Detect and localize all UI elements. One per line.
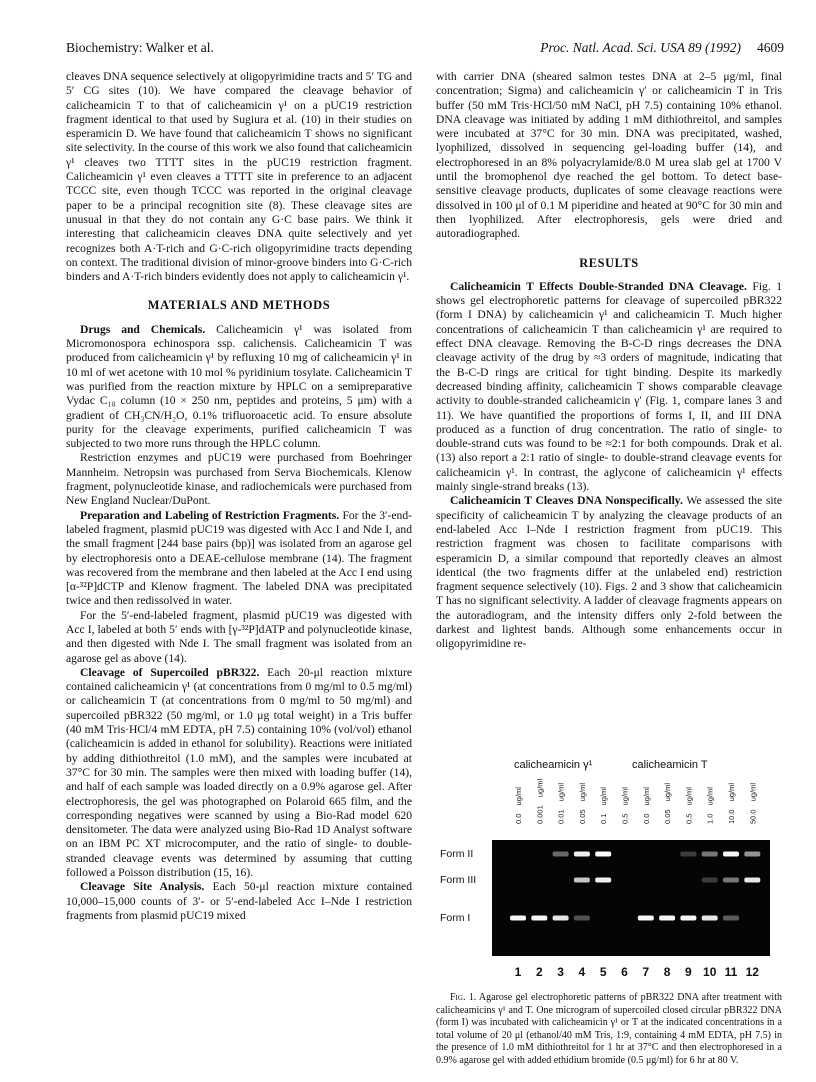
- lane-number: 5: [599, 965, 607, 979]
- gel-band-form-iii: [595, 878, 611, 883]
- lane-conc-label: [599, 787, 608, 824]
- lane-number: 12: [745, 965, 759, 979]
- lane-conc-value: 50.0: [748, 809, 758, 824]
- figure-1: [436, 754, 782, 986]
- gel-band-form-i: [680, 916, 696, 921]
- gel-figure: [436, 754, 782, 986]
- lane-conc-value: 1.0: [705, 813, 715, 824]
- gel-band-form-ii: [574, 852, 590, 857]
- site-analysis-body: Each 50-μl reaction mixture contained 10,000–15,000 counts of 3′- or 5′-end-labeled Acc I–Nde I restriction fragments from plasmid pUC19 mixed: [66, 880, 412, 922]
- gel-band-form-iii: [723, 878, 739, 883]
- drugs-run-in-heading: Drugs and Chemicals.: [80, 322, 206, 336]
- double-strand-run-in-heading: Calicheamicin T Effects Double-Stranded DNA Cleavage.: [450, 279, 747, 293]
- right-column: [436, 70, 782, 652]
- page-number: 4609: [757, 40, 784, 55]
- lane-concentration-labels: [514, 778, 757, 824]
- lane-conc-value: 10.0: [727, 809, 736, 824]
- double-strand-body: Fig. 1 shows gel electrophoretic patterns for cleavage of supercoiled pBR322 (form I DNA) by calicheamicin γ¹ and calicheamicin T. Much higher concentrations of calicheamicin T than calicheamicin γ¹ are required to effect DNA cleavage. Removing the B-C-D rings decreases the DNA cleavage activity of the drug by ≈3 orders of magnitude, indicating that the B-C-D rings are critical for tight binding. Despite its markedly decreased binding affinity, calicheamicin T shows comparable cleavage activity to double-stranded calicheamicin γ′ (Fig. 1, compare lanes 3 and 11). We have quantified the proportions of forms I, II, and III DNA produced as a function of drug concentration. The ratio of single- to double-strand cuts was found to be ≈2:1 for both compounds. Drak et al. (13) also report a 2:1 ratio of single- to double-strand cleavage events for calicheamicin γ¹. In contrast, the aglycone of calicheamicin γ¹ effects mainly single-strand breaks (13).: [436, 279, 782, 494]
- lane-conc-unit: ug/ml: [599, 787, 609, 808]
- caption-text: Agarose gel electrophoretic patterns of pBR322 DNA after treatment with calicheamicins γ¹ and T. One microgram of supercoiled closed circular pBR322 DNA (form I) was incubated with calicheamicin γ¹ or T at the indicated concentrations in a total volume of 20 μl (ethanol/40 mM Tris, 1:9, containing 4 mM EDTA, pH 7.5) in the presence of 1.0 mM dithiothreitol for 1 hr at 37°C and then electrophoresed in a 0.9% agarose gel with added ethidium bromide (0.5 μg/ml) for 6 hr at 80 V.: [436, 992, 782, 1066]
- lane-conc-label: [578, 783, 587, 824]
- lane-number: 11: [724, 965, 738, 979]
- gel-band-form-iii: [744, 878, 760, 883]
- lane-conc-value: 0.5: [620, 813, 630, 824]
- lane-conc-label: [706, 787, 715, 824]
- intro-paragraph: cleaves DNA sequence selectively at oligopyrimidine tracts and 5′ TG and 5′ CG sites (10). We have compared the cleavage behavior of calicheamicin T to that of calicheamicin γ¹ on a pUC19 restriction fragment identical to that used by Sugiura et al. (10) in their studies on esperamicin D. We have found that calicheamicin T shows no significant site selectivity. In the course of this work we also found that calicheamicin γ¹ cleaves two TTTT sites in the pUC19 restriction fragment. Calicheamicin γ¹ even cleaves a TTTT site in preference to an adjacent TCCC site, even though TCCC was reported in the original cleavage paper to be a principal recognition site (8). These cleavage sites are unusual in that they do not contain any G·C base pairs. We think it interesting that calicheamicin cleaves DNA quite selectively and yet recognizes both A·T-rich and G·C-rich oligopyrimidine tracts depending on context. The traditional division of minor-groove binders into G·C-rich binders and A·T-rich binders evidently does not apply to calicheamicin γ¹.: [66, 70, 412, 284]
- gel-band-form-i: [659, 916, 675, 921]
- gel-band-form-i: [702, 916, 718, 921]
- lane-conc-unit: ug/ml: [535, 778, 545, 800]
- site-analysis-run-in-heading: Cleavage Site Analysis.: [80, 880, 205, 894]
- lane-conc-unit: ug/ml: [727, 782, 736, 804]
- lane-conc-value: 0.5: [684, 813, 694, 824]
- left-column: [66, 70, 412, 923]
- gel-band-form-i: [531, 916, 547, 921]
- cleavage-run-in-heading: Cleavage of Supercoiled pBR322.: [80, 665, 260, 679]
- group-label-calicheamicin-t: calicheamicin T: [632, 759, 708, 771]
- drugs-paragraph: [66, 323, 412, 452]
- lane-number: 6: [621, 965, 628, 979]
- figure-1-caption: [436, 992, 782, 1068]
- enzymes-paragraph: Restriction enzymes and pUC19 were purchased from Boehringer Mannheim. Netropsin was purchased from Serva Biochemicals. Klenow fragment, polynucleotide kinase, and radiochemicals were purchased from New England Nuclear/DuPont.: [66, 451, 412, 508]
- band-label: Form II: [440, 848, 474, 860]
- results-heading: RESULTS: [579, 255, 639, 270]
- lane-conc-label: [514, 787, 523, 824]
- lane-number: 3: [557, 965, 564, 979]
- lane-conc-value: 0.1: [599, 813, 609, 824]
- gel-band-form-ii: [553, 852, 569, 857]
- lane-conc-unit: ug/ml: [514, 787, 523, 808]
- lane-number: 10: [703, 965, 717, 979]
- group-label-calicheamicin-gamma: calicheamicin γ¹: [514, 759, 593, 771]
- caption-paragraph: [436, 992, 782, 1068]
- lane-conc-label: [684, 787, 693, 824]
- methods-heading: MATERIALS AND METHODS: [147, 298, 331, 313]
- lane-conc-value: 0.05: [577, 809, 587, 824]
- running-head-left: Biochemistry: Walker et al.: [66, 40, 214, 55]
- lane-conc-value: 0.0: [641, 813, 651, 824]
- lane-numbers: [515, 965, 760, 979]
- continued-paragraph: with carrier DNA (sheared salmon testes DNA at 2–5 μg/ml, final concentration; Sigma) and calicheamicin γ′ or calicheamicin T in Tris buffer (50 mM Tris·HCl/50 mM NaCl, pH 7.5) containing 10% ethanol. DNA cleavage was initiated by adding 1 mM dithiothreitol, and samples were incubated at 37°C for 30 min. DNA was precipitated, washed, lyophilized, dissolved in sequencing gel-loading buffer (14), and electrophoresed in an 8% polyacrylamide/8.0 M urea slab gel at 1700 V until the bromophenol dye reached the gel bottom. To detect base-sensitive cleavage products, duplicates of some cleavage reactions were dissolved in 100 μl of 0.1 M piperidine and heated at 90°C for 30 min and then lyophilized. After electrophoresis, gels were dried and autoradiographed.: [436, 70, 782, 241]
- lane-conc-unit: ug/ml: [620, 787, 630, 808]
- preparation-body: For the 3′-end-labeled fragment, plasmid pUC19 was digested with Acc I and Nde I, and the small fragment [244 base pairs (bp)] was isolated from an agarose gel by electrophoresis onto a DEAE-cellulose membrane (14). The fragment was recovered from the membrane and then labeled at the Acc I end using [α-³²P]dCTP and Klenow fragment. The labeled DNA was precipitated twice and then redissolved in water.: [66, 508, 413, 608]
- nonspecific-body: We assessed the site specificity of calicheamicin T by analyzing the cleavage products of an end-labeled Acc I–Nde I restriction fragment from pUC19. This restriction fragment was chosen to facilitate comparisons with esperamicin D, a similar compound that reportedly cleaves an almost identical (the two fragments differ at the unlabeled end) restriction fragment sequence selectively (10). Figs. 2 and 3 show that calicheamicin T has no significant selectivity. A ladder of cleavage fragments appears on the autoradiogram, and the intensity differs only 2-fold between the darkest and lightest bands. Although some enhancements occur in oligopyrimidine re-: [436, 494, 782, 651]
- cleavage-paragraph: [66, 666, 412, 880]
- lane-conc-unit: ug/ml: [684, 787, 694, 808]
- lane-conc-unit: ug/ml: [577, 782, 587, 804]
- caption-label: Fig. 1.: [450, 992, 477, 1003]
- lane-conc-value: 0.0: [514, 813, 523, 824]
- lane-conc-value: 0.001: [535, 805, 545, 824]
- lane-conc-value: 0.01: [556, 809, 566, 824]
- gel-band-form-ii: [595, 852, 611, 857]
- lane-conc-unit: ug/ml: [705, 787, 715, 808]
- nonspecific-paragraph: [436, 494, 782, 651]
- lane-number: 1: [514, 965, 522, 979]
- lane-conc-label: [621, 787, 630, 824]
- gel-band-form-iii: [702, 878, 718, 883]
- lane-conc-unit: ug/ml: [748, 782, 758, 804]
- drugs-body: Calicheamicin γ¹ was isolated from Micromonospora echinospora ssp. calichensis. Calicheamicin T was produced from calicheamicin γ¹ by refluxing 10 mg of calicheamicin γ¹ in 10 ml of wet acetone with 10 mol % pyridinium tosylate. Calicheamicin T was purified from the reaction mixture by HPLC on a semipreparative Vydac C₁₈ column (10 × 250 nm, peptides and proteins, 5 μm) with a gradient of CH₃CN/H₂O, 0.1% trifluoroacetic acid. To ensure absolute purity for the cleavage experiments, purified calicheamicin T was subjected to two more runs through the HPLC column.: [66, 322, 413, 451]
- gel-band-form-i: [574, 916, 590, 921]
- lane-conc-label: [727, 783, 736, 824]
- preparation-run-in-heading: Preparation and Labeling of Restriction Fragments.: [80, 508, 340, 522]
- preparation-paragraph: [66, 509, 412, 609]
- lane-conc-unit: ug/ml: [641, 787, 651, 808]
- lane-number: 9: [685, 965, 692, 979]
- nonspecific-run-in-heading: Calicheamicin T Cleaves DNA Nonspecifically.: [450, 494, 683, 508]
- lane-number: 2: [535, 965, 543, 979]
- journal-citation: Proc. Natl. Acad. Sci. USA 89 (1992): [540, 40, 741, 55]
- gel-band-form-ii: [744, 852, 760, 857]
- double-strand-paragraph: [436, 280, 782, 494]
- band-label: Form III: [440, 874, 477, 886]
- gel-image: [492, 840, 770, 956]
- gel-band-form-i: [553, 916, 569, 921]
- gel-band-form-i: [510, 916, 526, 921]
- band-label: Form I: [440, 912, 471, 924]
- lane-number: 7: [642, 965, 650, 979]
- lane-conc-label: [642, 787, 651, 824]
- gel-band-form-ii: [723, 852, 739, 857]
- lane-number: 4: [578, 965, 586, 979]
- lane-number: 8: [663, 965, 671, 979]
- running-head-right: [540, 40, 784, 56]
- page-header: [66, 40, 784, 58]
- gel-band-form-ii: [680, 852, 696, 857]
- lane-conc-value: 0.05: [663, 809, 673, 824]
- lane-conc-label: [663, 783, 672, 824]
- gel-band-form-i: [723, 916, 739, 921]
- gel-band-form-ii: [702, 852, 718, 857]
- site-analysis-paragraph: [66, 880, 412, 923]
- lane-conc-unit: ug/ml: [663, 782, 673, 804]
- gel-band-form-i: [638, 916, 654, 921]
- gel-band-form-iii: [574, 878, 590, 883]
- cleavage-body: Each 20-μl reaction mixture contained calicheamicin γ¹ (at concentrations from 0 mg/ml to 0.5 mg/ml) or calicheamicin T (at concentrations from 0 mg/ml to 50 mg/ml) and supercoiled pBR322 (50 mg/ml, or 1.0 μg total weight) in a Tris buffer (40 mM Tris·HCl/4 mM EDTA, pH 7.5) containing 10% (vol/vol) ethanol (calicheamicin is added in ethanol for solubility). Reactions were initiated by adding dithiothreitol (1.0 mM), and the samples were incubated at 37°C for 30 min. The samples were then mixed with loading buffer (14), and half of each sample was loaded directly on a 0.9% agarose gel. After electrophoresis, the gel was photographed on Polaroid 665 film, and the corresponding negatives were scanned by using a Bio-Rad model 620 densitometer. The data were analyzed using Bio-Rad 1D Analyst software on an IBM PC XT microcomputer, and the ratio of single- to double-stranded cleavage events was determined by assuming that cutting followed a Poisson distribution (15, 16).: [66, 665, 412, 880]
- five-end-paragraph: For the 5′-end-labeled fragment, plasmid pUC19 was digested with Acc I, labeled at both 5′ ends with [γ-³²P]dATP and polynucleotide kinase, and then digested with Nde I. The small fragment was isolated from an agarose gel as above (14).: [66, 608, 412, 665]
- lane-conc-label: [557, 783, 566, 824]
- lane-conc-unit: ug/ml: [556, 782, 566, 804]
- lane-conc-label: [748, 783, 757, 824]
- lane-conc-label: [535, 778, 544, 824]
- band-labels: [440, 848, 476, 924]
